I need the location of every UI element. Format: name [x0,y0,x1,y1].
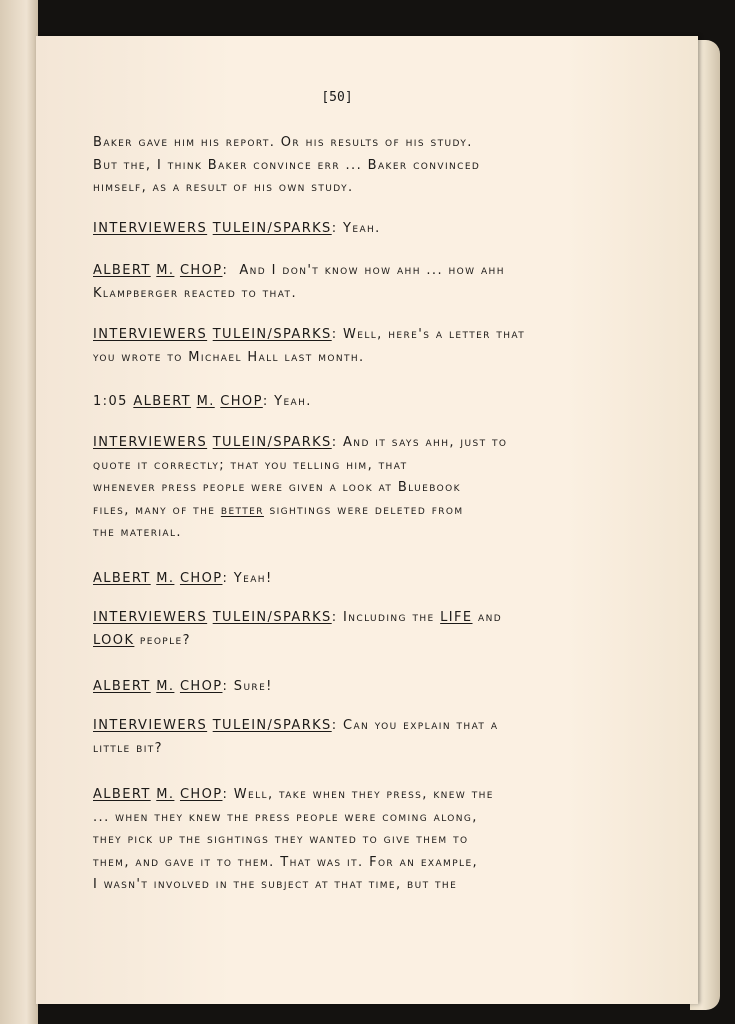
text-segment: them, and gave it to them. That was it. For an example, [93,854,479,870]
text-line [93,738,653,761]
text-line [93,874,653,897]
text-line [93,852,653,875]
underlined-text: ALBERT [93,787,151,802]
underlined-text: M. [156,787,175,802]
transcript-paragraph [93,132,653,200]
text-segment: : And I don't know how ahh ... how ahh [222,263,505,278]
text-segment: : Sure! [222,679,273,694]
text-line [93,477,653,500]
text-line [93,715,653,738]
text-segment: and [472,610,503,625]
transcript-paragraph [93,607,653,652]
text-line [93,784,653,807]
underlined-text: better [220,502,264,518]
text-segment: himself, as a result of his own study. [93,180,354,196]
underlined-text: CHOP [220,394,263,409]
text-line [93,260,653,283]
transcript-paragraph [93,324,653,369]
underlined-text: CHOP [179,263,223,278]
text-line [93,432,653,455]
underlined-text: TULEIN/SPARKS [212,327,332,342]
text-line [93,132,653,155]
underlined-text: LOOK [93,632,135,648]
page-number: [50] [321,90,353,105]
text-segment: : Yeah! [222,571,273,586]
text-segment: little bit? [93,740,163,756]
text-segment: they pick up the sightings they wanted to give them to [93,832,469,848]
text-segment: 1:05 [93,394,134,409]
text-line [93,500,653,523]
text-segment: the material. [93,525,182,541]
underlined-text: INTERVIEWERS [93,327,208,342]
text-segment: sightings were deleted from [263,502,464,518]
text-segment: ... when they knew the press people were coming along, [93,809,478,825]
text-segment: files, many of the [93,502,221,518]
underlined-text: ALBERT [133,394,192,409]
underlined-text: TULEIN/SPARKS [212,435,332,450]
text-segment: Baker gave him his report. Or his results of his study. [93,135,473,150]
underlined-text: LIFE [440,610,473,625]
transcript-paragraph [93,676,653,699]
text-segment: But the, I think Baker convince err ... Baker convinced [93,157,481,173]
text-segment: whenever press people were given a look at Bluebook [93,480,461,496]
text-segment: : Well, here's a letter that [331,327,526,342]
text-line [93,630,653,653]
text-segment: quote it correctly; that you telling him, that [93,457,408,473]
underlined-text: ALBERT [93,679,151,694]
text-line [93,829,653,852]
text-line [93,807,653,830]
text-segment: : And it says ahh, just to [331,435,508,450]
underlined-text: INTERVIEWERS [93,221,208,236]
underlined-text: TULEIN/SPARKS [212,610,332,625]
underlined-text: ALBERT [93,263,151,278]
underlined-text: TULEIN/SPARKS [212,221,332,236]
text-line [93,218,653,241]
document-page [36,36,698,1004]
text-line [93,283,653,306]
text-segment: Klampberger reacted to that. [93,285,297,301]
underlined-text: TULEIN/SPARKS [212,718,332,733]
text-segment: : Yeah. [331,221,381,236]
transcript-paragraph [93,568,653,591]
underlined-text: CHOP [179,679,223,694]
text-segment: : Can you explain that a [331,718,499,733]
text-line [93,568,653,591]
text-line [93,607,653,630]
transcript-paragraph [93,391,653,414]
text-line [93,522,653,545]
underlined-text: ALBERT [93,571,151,586]
transcript-paragraph [93,715,653,760]
transcript-paragraph [93,218,653,241]
facing-page-edge [0,0,38,1024]
text-segment: : Well, take when they press, knew the [222,787,494,802]
text-line [93,676,653,699]
text-segment: : Including the [331,610,441,625]
text-line [93,177,653,200]
underlined-text: CHOP [179,787,223,802]
underlined-text: INTERVIEWERS [93,610,208,625]
text-segment: : Yeah. [262,394,312,409]
underlined-text: M. [196,394,215,409]
transcript-paragraph [93,432,653,545]
text-segment: you wrote to Michael Hall last month. [93,349,365,365]
underlined-text: M. [156,263,175,278]
underlined-text: INTERVIEWERS [93,718,208,733]
underlined-text: CHOP [179,571,223,586]
text-line [93,324,653,347]
text-line [93,347,653,370]
underlined-text: M. [156,679,175,694]
text-segment: people? [134,632,191,648]
text-line [93,455,653,478]
transcript-paragraph [93,260,653,305]
text-line [93,155,653,178]
text-line [93,391,653,414]
underlined-text: INTERVIEWERS [93,435,208,450]
underlined-text: M. [156,571,175,586]
text-segment: I wasn't involved in the subject at that time, but the [93,877,458,893]
transcript-paragraph [93,784,653,897]
